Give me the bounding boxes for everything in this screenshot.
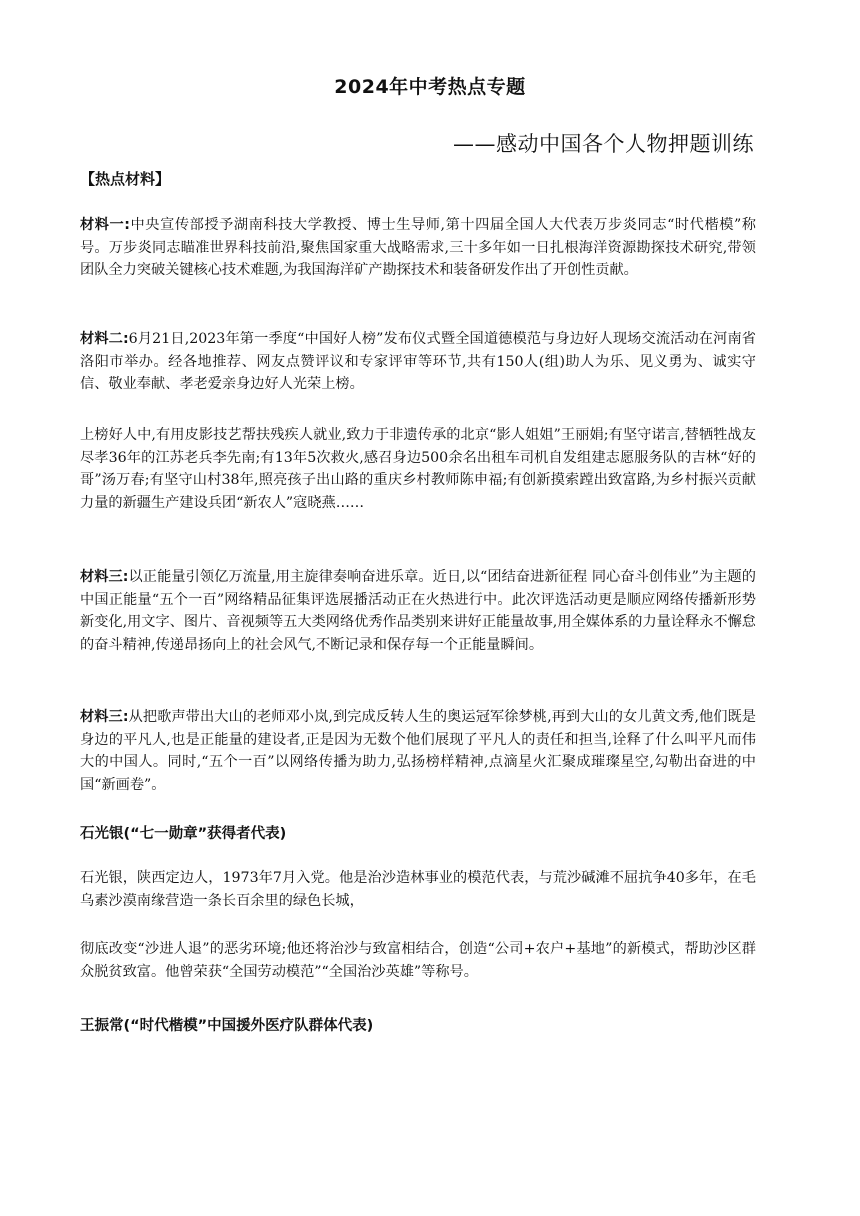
material-label: 材料二: (80, 331, 129, 347)
material-2 (80, 328, 756, 396)
material-text: 6月21日,2023年第一季度“中国好人榜”发布仪式暨全国道德模范与身边好人现场交流活动在河南省洛阳市举办。经各地推荐、网友点赞评议和专家评审等环节,共有150人(组)助人为乐、见义勇为、诚实守信、敬业奉献、孝老爱亲身边好人光荣上榜。 (80, 331, 756, 392)
person-heading-shi-guangyin: 石光银(“七一勋章”获得者代表) (80, 826, 287, 842)
page-subtitle: ——感动中国各个人物押题训练 (453, 132, 754, 156)
person-paragraph (80, 867, 756, 912)
material-3b (80, 706, 756, 796)
material-label: 材料一: (80, 217, 130, 233)
section-label: 【热点材料】 (80, 170, 171, 188)
material-3 (80, 566, 756, 656)
person-paragraph (80, 938, 756, 983)
material-2-continued (80, 424, 756, 514)
person-heading-wang-zhenchang: 王振常(“时代楷模”中国援外医疗队群体代表) (80, 1018, 374, 1034)
material-label: 材料三: (80, 709, 129, 725)
material-text: 上榜好人中,有用皮影技艺帮扶残疾人就业,致力于非遗传承的北京“影人姐姐”王丽娟;有坚守诺言,替牺牲战友尽孝36年的江苏老兵李先南;有13年5次救火,感召身边500余名出租车司机自发组建志愿服务队的吉林“好的哥”汤万春;有坚守山村38年,照亮孩子出山路的重庆乡村教师陈申福;有创新摸索蹚出致富路,为乡村振兴贡献力量的新疆生产建设兵团“新农人”寇晓燕…… (80, 427, 756, 511)
page-title: 2024年中考热点专题 (334, 76, 526, 98)
material-label: 材料三: (80, 569, 129, 585)
material-text: 以正能量引领亿万流量,用主旋律奏响奋进乐章。近日,以“团结奋进新征程 同心奋斗创伟业”为主题的中国正能量“五个一百”网络精品征集评选展播活动正在火热进行中。此次评选活动更是顺应网络传播新形势新变化,用文字、图片、音视频等五大类网络优秀作品类别来讲好正能量故事,用全媒体系的力量诠释永不懈怠的奋斗精神,传递昂扬向上的社会风气,不断记录和保存每一个正能量瞬间。 (80, 569, 756, 653)
material-text: 从把歌声带出大山的老师邓小岚,到完成反转人生的奥运冠军徐梦桃,再到大山的女儿黄文秀,他们既是身边的平凡人,也是正能量的建设者,正是因为无数个他们展现了平凡人的责任和担当,诠释了什么叫平凡而伟大的中国人。同时,“五个一百”以网络传播为助力,弘扬榜样精神,点滴星火汇聚成璀璨星空,勾勒出奋进的中国“新画卷”。 (80, 709, 756, 793)
person-text: 石光银，陕西定边人，1973年7月入党。他是治沙造林事业的模范代表，与荒沙碱滩不屈抗争40多年，在毛乌素沙漠南缘营造一条长百余里的绿色长城， (80, 870, 756, 909)
material-1 (80, 214, 756, 282)
material-text: 中央宣传部授予湖南科技大学教授、博士生导师,第十四届全国人大代表万步炎同志“时代楷模”称号。万步炎同志瞄准世界科技前沿,聚焦国家重大战略需求,三十多年如一日扎根海洋资源勘探技术研究,带领团队全力突破关键核心技术难题,为我国海洋矿产勘探技术和装备研发作出了开创性贡献。 (80, 217, 756, 278)
person-text: 彻底改变“沙进人退”的恶劣环境;他还将治沙与致富相结合，创造“公司+农户+基地”的新模式，帮助沙区群众脱贫致富。他曾荣获“全国劳动模范”“全国治沙英雄”等称号。 (80, 941, 756, 980)
